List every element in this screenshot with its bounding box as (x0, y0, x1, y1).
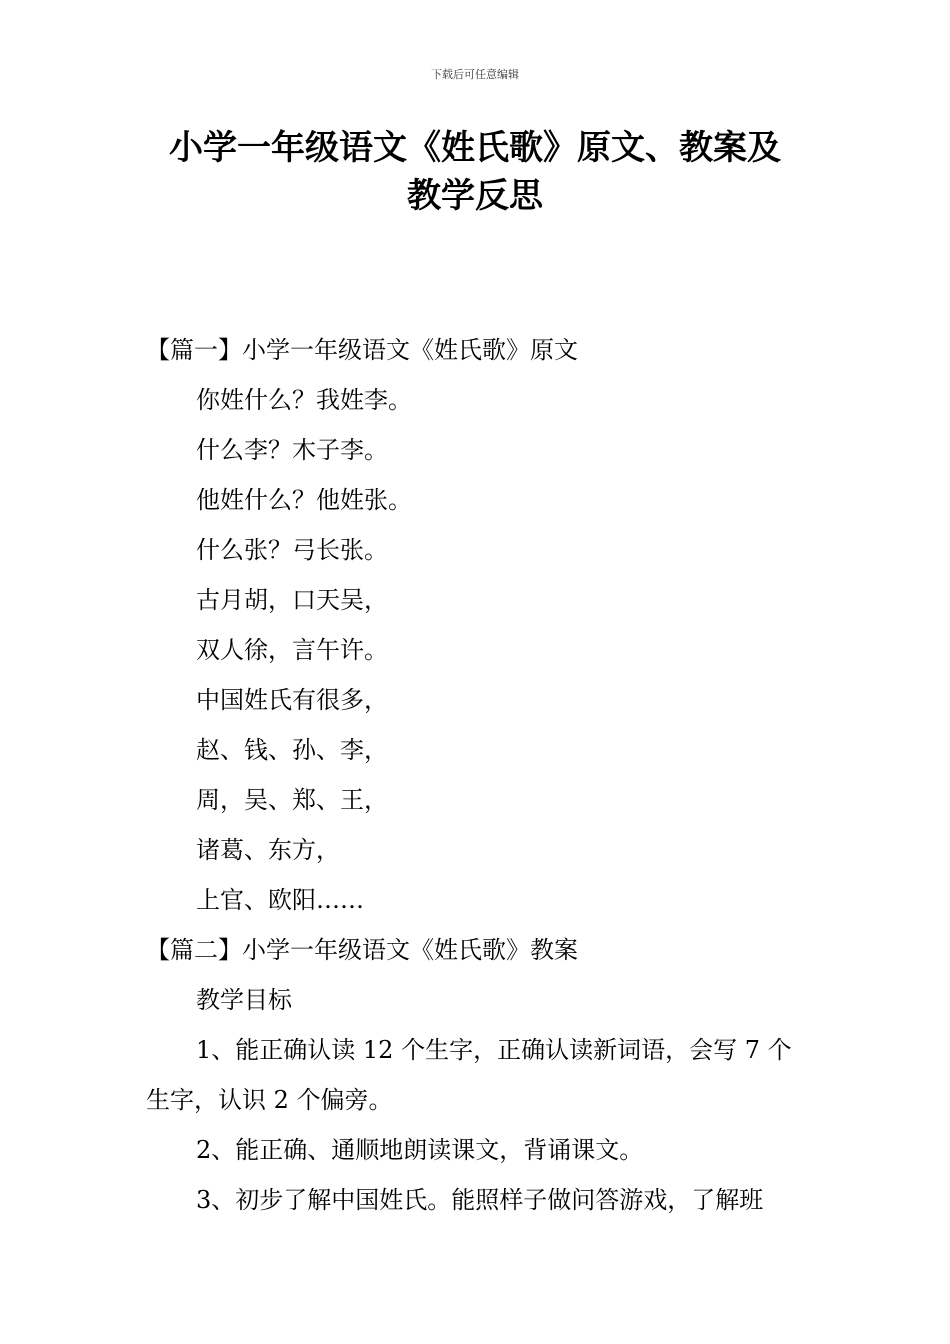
poem-line: 赵、钱、孙、李， (196, 736, 388, 764)
title-line-1: 小学一年级语文《姓氏歌》原文、教案及 (169, 128, 781, 168)
poem-line: 什么张？弓长张。 (196, 536, 388, 564)
document-title (140, 124, 810, 220)
goal-item: 3、初步了解中国姓氏。能照样子做问答游戏，了解班 (196, 1186, 764, 1214)
section-1-heading: 【篇一】小学一年级语文《姓氏歌》原文 (146, 336, 578, 364)
poem-line: 古月胡，口天吴， (196, 586, 388, 614)
poem-line: 诸葛、东方， (196, 836, 340, 864)
title-line-2: 教学反思 (407, 176, 543, 216)
goal-item: 1、能正确认读 12 个生字，正确认读新词语，会写 7 个生字，认识 2 个偏旁。 (146, 1036, 792, 1114)
section-2-subheading: 教学目标 (196, 986, 292, 1014)
poem-line: 他姓什么？他姓张。 (196, 486, 412, 514)
poem-line: 上官、欧阳…… (196, 886, 364, 914)
poem-line: 你姓什么？我姓李。 (196, 386, 412, 414)
poem-line: 双人徐，言午许。 (196, 636, 388, 664)
poem-line: 中国姓氏有很多， (196, 686, 388, 714)
header-note: 下载后可任意编辑 (431, 68, 519, 81)
poem-line: 周，吴、郑、王， (196, 786, 388, 814)
section-2-heading: 【篇二】小学一年级语文《姓氏歌》教案 (146, 936, 578, 964)
document-body (146, 325, 810, 1225)
poem-line: 什么李？木子李。 (196, 436, 388, 464)
goal-item: 2、能正确、通顺地朗读课文，背诵课文。 (196, 1136, 644, 1164)
